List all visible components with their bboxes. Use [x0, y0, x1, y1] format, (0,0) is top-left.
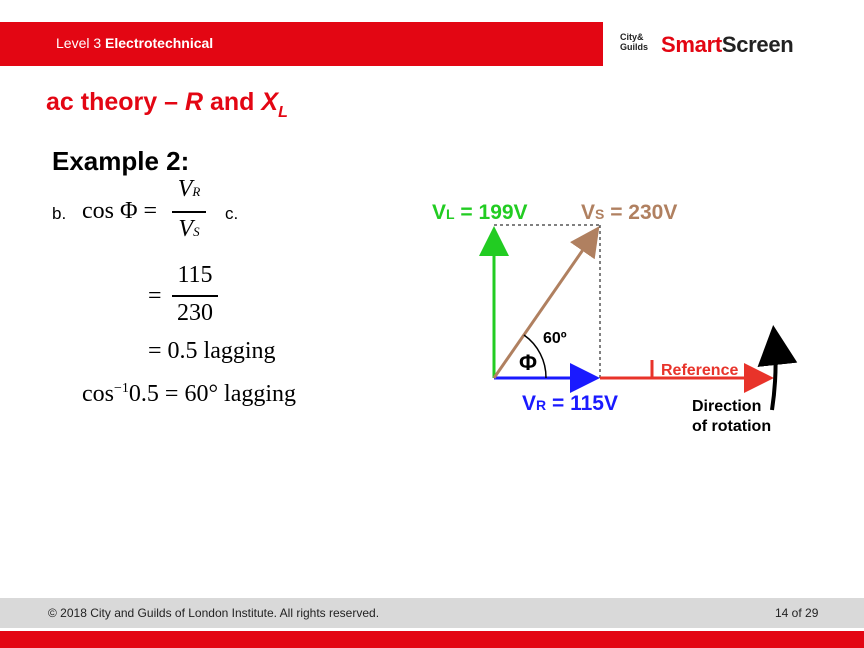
fraction-numerator-115: 115	[177, 262, 213, 288]
part-c-label: c.	[225, 204, 239, 223]
direction-label-line2: of rotation	[692, 418, 772, 435]
fraction-denominator-230: 230	[177, 300, 213, 326]
inverse-cos-result: $\cos^{-1}0.5 = 60^\circ$ lagging	[82, 381, 297, 407]
course-title: Level 3 Electrotechnical	[56, 35, 214, 51]
result-lagging: = 0.5 lagging	[148, 338, 276, 364]
angle-label: 60º	[543, 330, 567, 347]
copyright: © 2018 City and Guilds of London Institute. All rights reserved.	[48, 606, 380, 620]
vs-label: VS = 230V	[581, 201, 678, 224]
bottom-bar	[0, 631, 864, 648]
slide-title: ac theory – R and $X_L$	[46, 88, 288, 121]
fraction-line	[172, 211, 206, 213]
page-number: 14 of 29	[775, 606, 819, 620]
fraction-denominator-vs: VS	[178, 216, 200, 242]
equals-sign: =	[148, 283, 162, 309]
rotation-arrow	[772, 333, 776, 410]
reference-label: Reference	[661, 362, 739, 379]
phasor-diagram	[420, 190, 800, 440]
direction-label-line1: Direction	[692, 398, 762, 415]
part-b-label: b.	[52, 204, 67, 223]
fraction-line	[172, 295, 218, 297]
phi-symbol: Φ	[519, 350, 538, 375]
vl-label: VL = 199V	[432, 201, 528, 224]
vs-phasor	[494, 231, 596, 378]
example-heading: Example 2:	[52, 146, 190, 176]
vr-label: VR = 115V	[522, 392, 618, 415]
cos-phi-lhs: cos Φ =	[82, 198, 158, 224]
fraction-numerator-vr: VR	[177, 176, 201, 202]
